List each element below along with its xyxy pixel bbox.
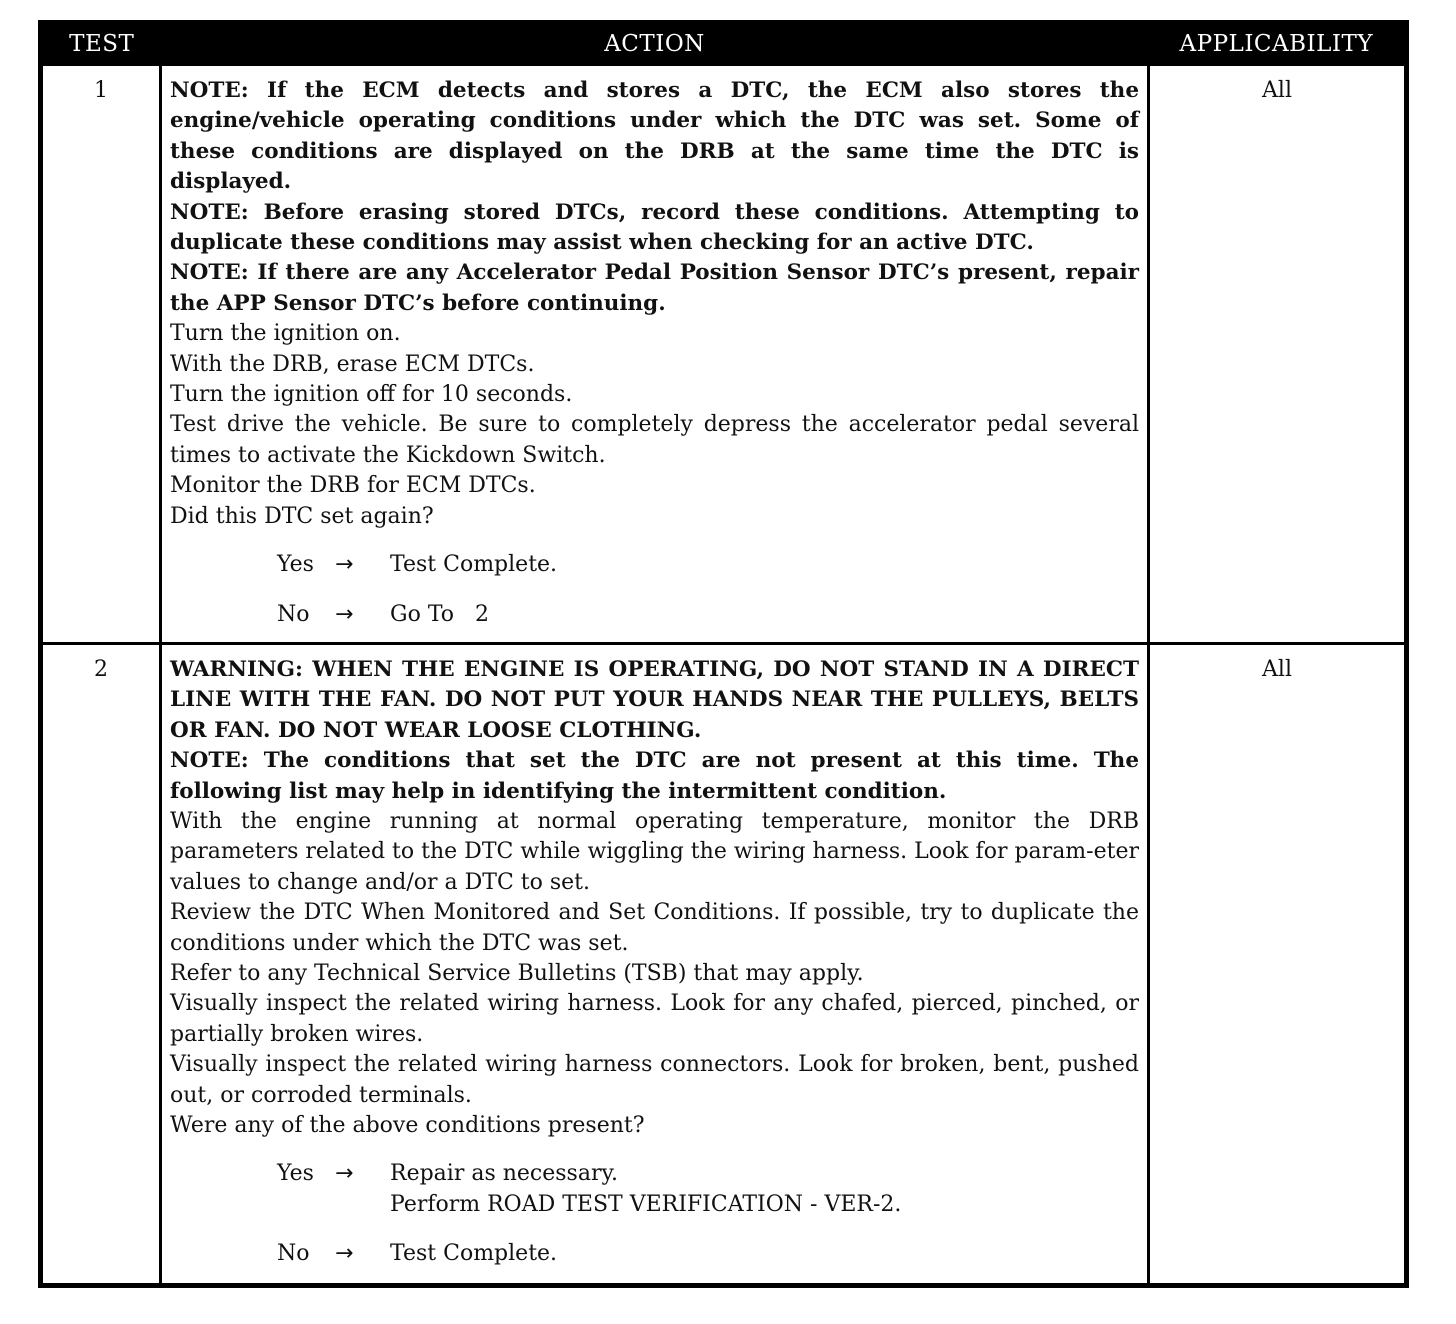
question: Did this DTC set again? [170,503,434,529]
result-line: Go To 2 [390,601,489,627]
answer-yes [170,1159,1139,1220]
answer-result [390,1159,1139,1220]
result-line: Perform ROAD TEST VERIFICATION - VER-2. [390,1191,902,1217]
instruction-step: Refer to any Technical Service Bulletins (TSB) that may apply. [170,960,864,986]
header-test: TEST [41,23,161,65]
instruction-step: With the DRB, erase ECM DTCs. [170,351,535,377]
instruction-step: With the engine running at normal operating temperature, monitor the DRB parameters related to the DTC while wiggling the wiring harness. Look for param-eter values to change and/or a DTC to set. [170,808,1139,895]
action-cell [161,643,1149,1285]
answer-list [170,550,1139,630]
result-line: Test Complete. [390,552,558,578]
action-cell [161,65,1149,644]
arrow-icon: → [335,601,354,627]
warning-paragraph: WARNING: WHEN THE ENGINE IS OPERATING, DO NOT STAND IN A DIRECT LINE WITH THE FAN. DO NOT PUT YOUR HANDS NEAR THE PULLEYS, BELTS OR FAN. DO NOT WEAR LOOSE CLOTHING. [170,656,1139,743]
answer-yes [170,550,1139,580]
instruction-step: Monitor the DRB for ECM DTCs. [170,473,536,499]
test-number: 2 [41,643,161,1285]
instruction-step: Test drive the vehicle. Be sure to completely depress the accelerator pedal several times to activate the Kickdown Switch. [170,412,1139,468]
answer-label: Yes [277,1161,314,1187]
header-applicability: APPLICABILITY [1149,23,1407,65]
answer-no [170,1239,1139,1269]
answer-label: No [277,601,310,627]
note-paragraph: NOTE: If there are any Accelerator Pedal Position Sensor DTC’s present, repair the APP Sensor DTC’s before continuing. [170,260,1139,316]
answer-no [170,600,1139,630]
arrow-icon: → [335,1241,354,1267]
instruction-step: Review the DTC When Monitored and Set Conditions. If possible, try to duplicate the conditions under which the DTC was set. [170,900,1139,956]
applicability: All [1149,643,1407,1285]
table-row [41,643,1407,1285]
note-paragraph: NOTE: The conditions that set the DTC are not present at this time. The following list may help in identifying the intermittent condition. [170,748,1139,804]
diagnostic-test-table [38,20,1409,1288]
instruction-step: Turn the ignition on. [170,321,401,347]
answer-list [170,1159,1139,1269]
answer-label: Yes [277,552,314,578]
question: Were any of the above conditions present? [170,1113,645,1138]
answer-result [390,550,1139,580]
note-paragraph: NOTE: Before erasing stored DTCs, record these conditions. Attempting to duplicate these conditions may assist when checking for an active DTC. [170,199,1139,256]
answer-label: No [277,1241,310,1267]
test-number: 1 [41,65,161,644]
table-row [41,65,1407,644]
applicability: All [1149,65,1407,644]
result-line: Test Complete. [390,1241,558,1267]
header-row [41,23,1407,65]
note-paragraph: NOTE: If the ECM detects and stores a DTC, the ECM also stores the engine/vehicle operating conditions under which the DTC was set. Some of these conditions are displayed on the DRB at the same time the DTC is displayed. [170,78,1139,195]
header-action: ACTION [161,23,1149,65]
answer-result [390,600,1139,630]
arrow-icon: → [335,552,354,578]
instruction-step: Visually inspect the related wiring harness. Look for any chafed, pierced, pinched, or partially broken wires. [170,991,1139,1047]
instruction-step: Turn the ignition off for 10 seconds. [170,382,573,408]
arrow-icon: → [335,1161,354,1187]
instruction-step: Visually inspect the related wiring harness connectors. Look for broken, bent, pushed out, or corroded terminals. [170,1052,1139,1108]
answer-result [390,1239,1139,1269]
result-line: Repair as necessary. [390,1161,618,1187]
